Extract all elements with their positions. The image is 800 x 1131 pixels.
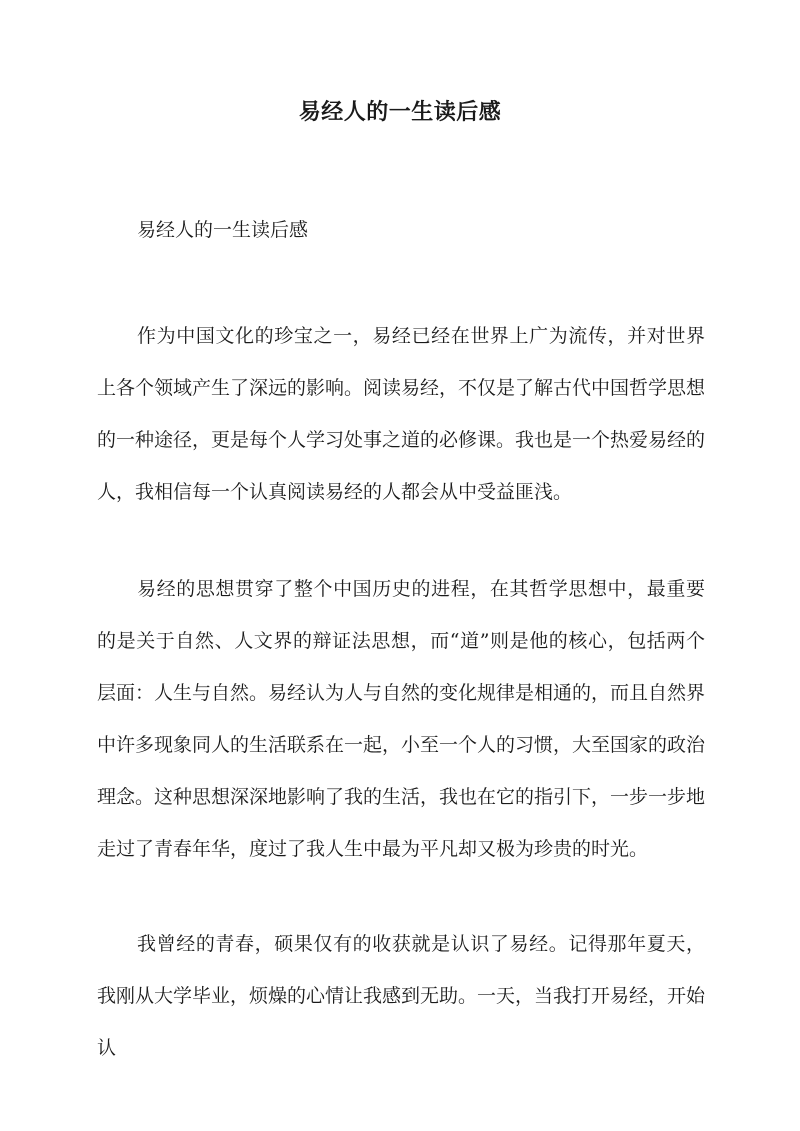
document-title: 易经人的一生读后感 xyxy=(298,99,502,125)
paragraph-2: 易经的思想贯穿了整个中国历史的进程，在其哲学思想中，最重要的是关于自然、人文界的辩证法思想，而“道”则是他的核心，包括两个层面：人生与自然。易经认为人与自然的变化规律是相通的，而且自然界中许多现象同人的生活联系在一起，小至一个人的习惯，大至国家的政治理念。这种思想深深地影响了我的生活，我也在它的指引下，一步一步地走过了青春年华，度过了我人生中最为平凡却又极为珍贵的时光。 xyxy=(97,578,706,860)
paragraph-3: 我曾经的青春，硕果仅有的收获就是认识了易经。记得那年夏天，我刚从大学毕业，烦燥的心情让我感到无助。一天，当我打开易经，开始认 xyxy=(97,933,706,1059)
document-subtitle: 易经人的一生读后感 xyxy=(137,219,309,241)
paragraph-1: 作为中国文化的珍宝之一，易经已经在世界上广为流传，并对世界上各个领域产生了深远的影响。阅读易经，不仅是了解古代中国哲学思想的一种途径，更是每个人学习处事之道的必修课。我也是一个热爱易经的人，我相信每一个认真阅读易经的人都会从中受益匪浅。 xyxy=(97,325,706,503)
